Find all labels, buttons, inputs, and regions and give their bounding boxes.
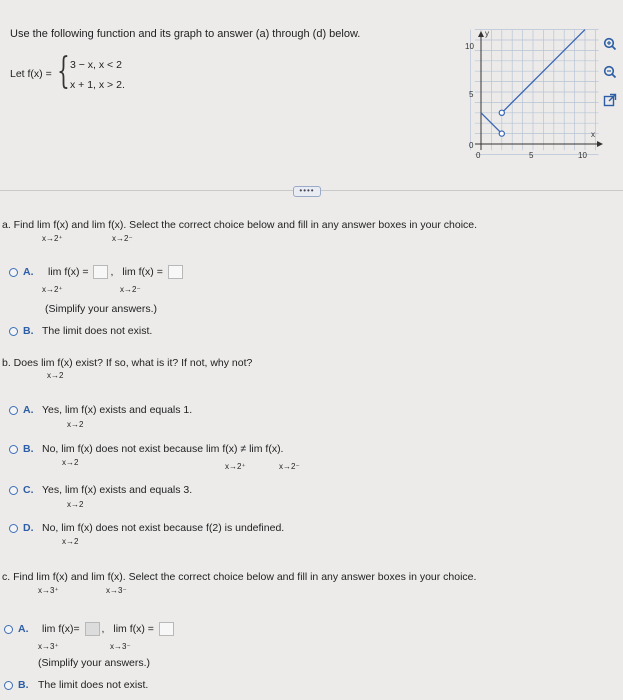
function-lhs: Let f(x) = bbox=[10, 68, 52, 80]
x-axis-label: x bbox=[591, 130, 595, 139]
open-endpoint bbox=[499, 110, 504, 115]
y-tick-5: 5 bbox=[469, 90, 474, 99]
part-c-option-a-sub-1: x→3⁺ bbox=[38, 642, 59, 651]
part-c-option-a-line: lim f(x)= , lim f(x) = bbox=[42, 622, 176, 636]
part-a-option-a-note: (Simplify your answers.) bbox=[45, 303, 158, 315]
part-b-option-a-letter: A. bbox=[23, 404, 34, 416]
part-b-option-a-sub: x→2 bbox=[67, 420, 84, 429]
piecewise-brace: { bbox=[57, 51, 70, 92]
function-graph bbox=[452, 28, 612, 168]
part-c-lim-right-label: lim f(x)= bbox=[42, 622, 80, 635]
part-a-lim-right-label: lim f(x) = bbox=[48, 265, 89, 278]
section-divider bbox=[319, 190, 623, 191]
y-axis-label: y bbox=[485, 29, 489, 38]
part-c-option-a-sub-2: x→3⁻ bbox=[110, 642, 131, 651]
part-c-prompt: c. Find lim f(x) and lim f(x). Select the correct choice below and fill in any answer boxes in your choice. bbox=[2, 571, 477, 583]
part-b-option-a-radio[interactable] bbox=[9, 406, 18, 415]
part-b-option-d-sub: x→2 bbox=[62, 537, 79, 546]
y-tick-10: 10 bbox=[465, 42, 474, 51]
part-a-option-a-sub-2: x→2⁻ bbox=[120, 285, 141, 294]
part-b-option-c-radio[interactable] bbox=[9, 486, 18, 495]
part-c-sub-2: x→3⁻ bbox=[106, 586, 127, 595]
part-b-option-c-sub: x→2 bbox=[67, 500, 84, 509]
part-a-answer-box-left[interactable] bbox=[168, 265, 183, 279]
part-a-option-b-letter: B. bbox=[23, 325, 34, 337]
part-a-answer-box-right[interactable] bbox=[93, 265, 108, 279]
part-b-option-b-sub-2: x→2⁺ bbox=[225, 462, 246, 471]
open-endpoint bbox=[499, 131, 504, 136]
x-tick-0: 0 bbox=[476, 151, 481, 160]
zoom-in-icon[interactable] bbox=[600, 34, 620, 54]
part-b-option-c-text: Yes, lim f(x) exists and equals 3. bbox=[42, 484, 193, 496]
part-b-option-b-sub: x→2 bbox=[62, 458, 79, 467]
part-b-option-d-radio[interactable] bbox=[9, 524, 18, 533]
x-axis-arrow bbox=[597, 141, 603, 147]
part-c-option-a-note: (Simplify your answers.) bbox=[38, 657, 151, 669]
part-b-sub: x→2 bbox=[47, 371, 64, 380]
part-b-option-b-radio[interactable] bbox=[9, 445, 18, 454]
part-a-prompt: a. Find lim f(x) and lim f(x). Select the correct choice below and fill in any answer boxes in your choice. bbox=[2, 219, 478, 231]
section-divider bbox=[0, 190, 293, 191]
intro-text: Use the following function and its graph to answer (a) through (d) below. bbox=[10, 28, 361, 40]
part-c-option-b-letter: B. bbox=[18, 679, 29, 691]
part-b-option-b-text: No, lim f(x) does not exist because lim f(x) ≠ lim f(x). bbox=[42, 443, 284, 455]
zoom-out-icon[interactable] bbox=[600, 62, 620, 82]
part-c-option-a-letter: A. bbox=[18, 623, 29, 635]
function-case-1: 3 − x, x < 2 bbox=[70, 59, 122, 71]
part-c-option-a-radio[interactable] bbox=[4, 625, 13, 634]
part-b-option-b-letter: B. bbox=[23, 443, 34, 455]
part-b-option-b-sub-3: x→2⁻ bbox=[279, 462, 300, 471]
part-c-sub-1: x→3⁺ bbox=[38, 586, 59, 595]
part-a-option-a-sub-1: x→2⁺ bbox=[42, 285, 63, 294]
part-a-option-a-radio[interactable] bbox=[9, 268, 18, 277]
part-b-option-d-letter: D. bbox=[23, 522, 34, 534]
part-b-option-d-text: No, lim f(x) does not exist because f(2) is undefined. bbox=[42, 522, 285, 534]
y-axis-arrow bbox=[478, 31, 484, 37]
part-c-answer-box-left[interactable] bbox=[159, 622, 174, 636]
part-b-option-c-letter: C. bbox=[23, 484, 34, 496]
part-a-option-a-line: lim f(x) = , lim f(x) = bbox=[48, 265, 185, 279]
part-c-option-b-radio[interactable] bbox=[4, 681, 13, 690]
part-a-sub-2: x→2⁻ bbox=[112, 234, 133, 243]
expand-button[interactable]: •••• bbox=[293, 186, 321, 197]
part-c-option-b-text: The limit does not exist. bbox=[38, 679, 149, 691]
part-a-option-a-letter: A. bbox=[23, 266, 34, 278]
part-b-prompt: b. Does lim f(x) exist? If so, what is it? If not, why not? bbox=[2, 357, 253, 369]
part-a-option-b-text: The limit does not exist. bbox=[42, 325, 153, 337]
function-case-2: x + 1, x > 2. bbox=[70, 79, 125, 91]
part-a-option-b-radio[interactable] bbox=[9, 327, 18, 336]
y-tick-0: 0 bbox=[469, 141, 474, 150]
x-tick-5: 5 bbox=[529, 151, 534, 160]
part-a-lim-left-label: lim f(x) = bbox=[122, 265, 163, 278]
part-b-option-a-text: Yes, lim f(x) exists and equals 1. bbox=[42, 404, 193, 416]
x-tick-10: 10 bbox=[578, 151, 587, 160]
part-a-sub-1: x→2⁺ bbox=[42, 234, 63, 243]
part-c-lim-left-label: lim f(x) = bbox=[113, 622, 154, 635]
part-c-answer-box-right[interactable] bbox=[85, 622, 100, 636]
popout-icon[interactable] bbox=[600, 90, 620, 110]
